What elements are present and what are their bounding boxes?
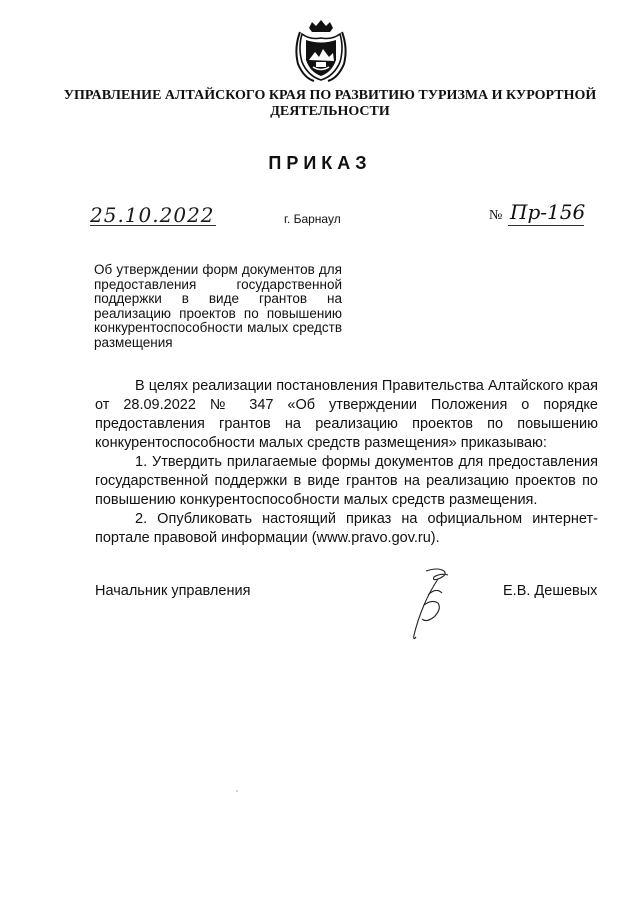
body-paragraph: 2. Опубликовать настоящий приказ на официальном интернет-портале правовой информации (www.pravo.gov.ru). (95, 511, 598, 546)
handwritten-signature-icon (398, 565, 466, 645)
body-paragraph: 1. Утвердить прилагаемые формы документов для предоставления государственной поддержки в виде грантов на реализацию проектов по повышению конкурентоспособности малых средств размещения. (95, 454, 598, 508)
document-body (95, 377, 598, 548)
body-paragraph: В целях реализации постановления Правительства Алтайского края от 28.09.2022 № 347 «Об утверждении Положения о порядке предоставления грантов на реализацию проектов по повышению конкурентоспособности малых средств размещения» приказываю: (95, 378, 598, 451)
number-label: № (489, 208, 503, 223)
document-date: 25.10.2022 (90, 203, 215, 227)
signatory-name: Е.В. Дешевых (503, 583, 598, 599)
signatory-role: Начальник управления (95, 583, 251, 599)
organization-name: УПРАВЛЕНИЕ АЛТАЙСКОГО КРАЯ ПО РАЗВИТИЮ ТУРИЗМА И КУРОРТНОЙ ДЕЯТЕЛЬНОСТИ (63, 88, 597, 119)
number-underline (508, 225, 584, 226)
document-city: г. Барнаул (284, 212, 341, 226)
coat-of-arms-icon (292, 18, 350, 82)
scan-speck (236, 790, 238, 792)
document-title: ПРИКАЗ (268, 153, 372, 173)
document-subject: Об утверждении форм документов для предоставления государственной поддержки в виде грантов на реализацию проектов по повышению конкурентоспособности малых средств размещения (94, 262, 342, 350)
date-underline (90, 225, 216, 226)
document-number: Пр-156 (510, 200, 586, 224)
